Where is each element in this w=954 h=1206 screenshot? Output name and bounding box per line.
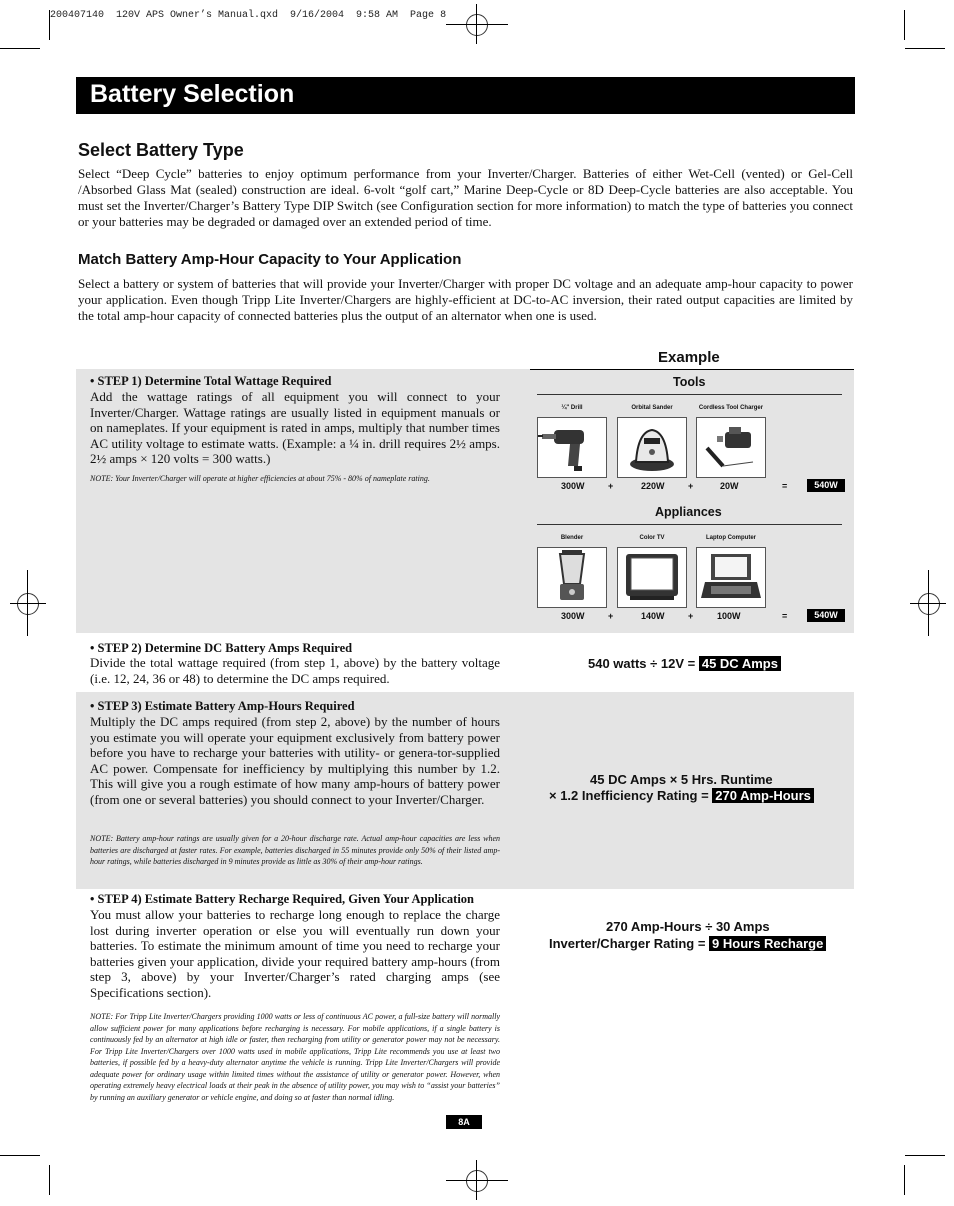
drill-icon	[537, 417, 607, 478]
appliances-rule	[537, 524, 842, 525]
appliance-watts-blender: 300W	[561, 611, 585, 621]
page-title: Battery Selection	[90, 80, 295, 108]
step3-calc-line2	[549, 788, 814, 803]
step4-calc-line2	[549, 936, 826, 951]
step2-calc-result: 45 DC Amps	[699, 656, 781, 671]
step3-title: • STEP 3) Estimate Battery Amp-Hours Required	[90, 699, 355, 713]
section-heading-battery-type: Select Battery Type	[78, 140, 244, 160]
appliances-plus-2: +	[688, 611, 694, 621]
step1-body: Add the wattage ratings of all equipment you will connect to your Inverter/Charger. Wattage ratings are usually listed in equipment manuals or on nameplates. If your equipment is rated in amps, multiply that number times AC utility voltage to estimate watts. (Example: a ¼ in. drill requires 2½ amps. 2½ amps × 120 volts = 300 watts.)	[90, 389, 500, 466]
tools-heading: Tools	[673, 375, 706, 389]
step2-body: Divide the total wattage required (from step 1, above) by the battery voltage (i.e. 12, 24, 36 or 48) to determine the DC amps required.	[90, 655, 500, 686]
example-heading-box	[530, 340, 854, 370]
appliance-label-tv: Color TV	[639, 535, 665, 541]
sander-icon	[617, 417, 687, 478]
step4-body: You must allow your batteries to recharge long enough to replace the charge lost during inverter operation or else you will eventually run down your batteries. To estimate the minimum amount of time you need to recharge your batteries given your application, divide your required battery amp-hours (from step 3, above) by your Inverter/Charger’s rated charging amps (see Specifications section).	[90, 907, 500, 1000]
tool-watts-sander: 220W	[641, 481, 665, 491]
example-heading: Example	[658, 349, 720, 366]
appliance-watts-laptop: 100W	[717, 611, 741, 621]
step4-calc-line1: 270 Amp-Hours ÷ 30 Amps	[606, 919, 770, 934]
step2-title: • STEP 2) Determine DC Battery Amps Required	[90, 641, 353, 655]
tools-rule	[537, 394, 842, 395]
tools-equals: =	[782, 481, 788, 491]
charger-icon	[696, 417, 766, 478]
step1-note: NOTE: Your Inverter/Charger will operate at higher efficiencies at about 75% - 80% of nameplate rating.	[90, 474, 430, 483]
appliances-heading: Appliances	[655, 505, 722, 519]
step1-title: • STEP 1) Determine Total Wattage Required	[90, 374, 332, 388]
step3-calc-line1: 45 DC Amps × 5 Hrs. Runtime	[590, 772, 773, 787]
title-bar	[76, 77, 855, 114]
tools-plus-1: +	[608, 481, 614, 491]
tools-total: 540W	[807, 479, 845, 492]
laptop-icon	[696, 547, 766, 608]
step3-calc-result: 270 Amp-Hours	[712, 788, 814, 803]
step4-calc-result: 9 Hours Recharge	[709, 936, 826, 951]
tool-label-sander: Orbital Sander	[631, 405, 673, 411]
page-number: 8A	[446, 1115, 482, 1129]
step4-title: • STEP 4) Estimate Battery Recharge Required, Given Your Application	[90, 892, 474, 906]
appliance-watts-tv: 140W	[641, 611, 665, 621]
section-body-amp-hour: Select a battery or system of batteries that will provide your Inverter/Charger with proper DC voltage and an adequate amp-hour capacity to power your application. Even though Tripp Lite Inverter/Chargers are highly-efficient at DC-to-AC inversion, their rated output capacities are limited by the total amp-hour capacity of connected batteries plus the output of an alternator when one is used.	[78, 276, 853, 323]
step2-calc-text: 540 watts ÷ 12V =	[588, 656, 699, 671]
appliances-equals: =	[782, 611, 788, 621]
tool-label-charger: Cordless Tool Charger	[698, 405, 764, 411]
tool-watts-charger: 20W	[720, 481, 739, 491]
tool-watts-drill: 300W	[561, 481, 585, 491]
appliance-label-blender: Blender	[560, 535, 584, 541]
tools-plus-2: +	[688, 481, 694, 491]
section-body-battery-type: Select “Deep Cycle” batteries to enjoy optimum performance from your Inverter/Charger. Batteries of either Wet-Cell (vented) or Gel-Cell /Absorbed Glass Mat (sealed) construction are ideal. 6-volt “golf cart,” Marine Deep-Cycle or 8D Deep-Cycle batteries are also acceptable. You must set the Inverter/Charger’s Battery Type DIP Switch (see Configuration section for more information) to match the type of batteries you connect or your batteries may be degraded or damaged over an extended period of time.	[78, 166, 853, 229]
tv-icon	[617, 547, 687, 608]
section-heading-amp-hour: Match Battery Amp-Hour Capacity to Your Application	[78, 251, 462, 268]
step4-note: NOTE: For Tripp Lite Inverter/Chargers providing 1000 watts or less of continuous AC power, a full-size battery will normally allow sufficient power for many applications before recharging is necessary. For mobile applications, if a single battery is continuously fed by an alternator at high idle or faster, then recharging from utility or generator power may not be necessary. For Tripp Lite Inverter/Chargers over 1000 watts used in mobile applications, Tripp Lite recommends you use at least two batteries, if possible fed by a heavy-duty alternator anytime the vehicle is running. Tripp Lite Inverter/Chargers will provide adequate power for ordinary usage within limited times without the assistance of utility or generator power. However, when operating extremely heavy electrical loads at their peak in the absence of utility power, you may wish to “assist your batteries” by running an auxiliary generator or vehicle engine, and doing so at faster than normal idling.	[90, 1012, 500, 1102]
appliances-total: 540W	[807, 609, 845, 622]
tool-label-drill: ¼" Drill	[561, 405, 583, 411]
printer-slug: 200407140 120V APS Owner’s Manual.qxd 9/16/2004 9:58 AM Page 8	[50, 10, 447, 21]
step3-calc-text: × 1.2 Inefficiency Rating =	[549, 788, 713, 803]
blender-icon	[537, 547, 607, 608]
appliance-label-laptop: Laptop Computer	[706, 535, 756, 541]
step3-body: Multiply the DC amps required (from step 2, above) by the number of hours you estimate you will operate your equipment exclusively from battery power before you have to recharge your batteries with utility- or genera-tor-supplied AC power. Compensate for inefficiency by multiplying this number by 1.2. This will give you a rough estimate of how many amp-hours of battery power (from one or several batteries) you should connect to your Inverter/Charger.	[90, 714, 500, 807]
step2-calculation	[588, 656, 781, 671]
appliances-plus-1: +	[608, 611, 614, 621]
step4-calc-text: Inverter/Charger Rating =	[549, 936, 710, 951]
step3-note: NOTE: Battery amp-hour ratings are usually given for a 20-hour discharge rate. Actual amp-hour capacities are less when batteries are discharged at faster rates. For example, batteries discharged in 55 minutes provide only 50% of their listed amp-hour ratings, while batteries discharged in 9 minutes provide as little as 30% of their amp-hour ratings.	[90, 834, 500, 866]
